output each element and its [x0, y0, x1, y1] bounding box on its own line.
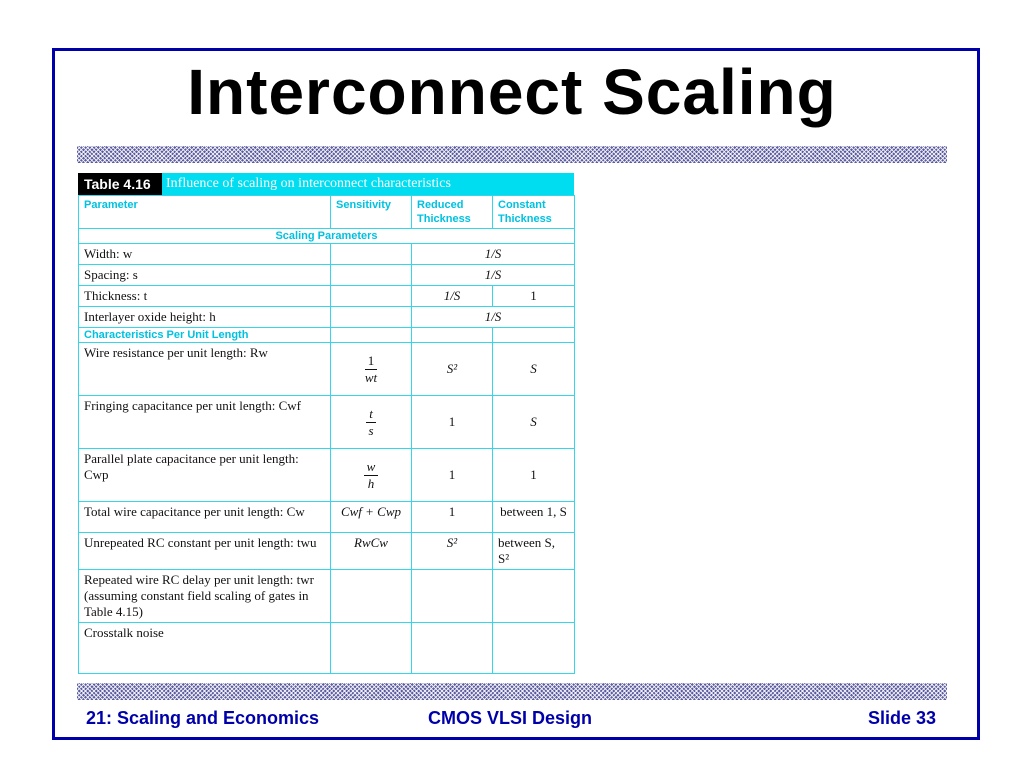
row-reduced [412, 623, 493, 674]
section-row-characteristics [79, 328, 575, 343]
table-number: Table 4.16 [78, 173, 162, 195]
header-sensitivity: Sensitivity [331, 196, 412, 229]
fraction-numerator: t [366, 406, 376, 423]
row-param: Crosstalk noise [79, 623, 331, 674]
fraction-numerator: 1 [365, 353, 378, 370]
row-reduced: S² [412, 533, 493, 570]
row-param: Fringing capacitance per unit length: Cwf [79, 396, 331, 449]
row-reduced: 1 [412, 502, 493, 533]
fraction-denominator: s [368, 422, 374, 438]
table-row [79, 265, 575, 286]
fraction [366, 406, 376, 439]
table-row [79, 623, 575, 674]
section-row-scaling [79, 229, 575, 244]
row-param: Repeated wire RC delay per unit length: twr (assuming constant field scaling of gates in Table 4.15) [79, 570, 331, 623]
header-constant-thickness: Constant Thickness [493, 196, 575, 229]
row-constant: S [493, 343, 575, 396]
table-row [79, 286, 575, 307]
row-sensitivity [331, 623, 412, 674]
row-param: Width: w [79, 244, 331, 265]
section-characteristics: Characteristics Per Unit Length [79, 328, 331, 343]
row-constant [493, 623, 575, 674]
row-constant: 1 [493, 449, 575, 502]
row-constant: between S, S² [493, 533, 575, 570]
row-sensitivity [331, 244, 412, 265]
row-sensitivity [331, 449, 412, 502]
table-row [79, 343, 575, 396]
row-sensitivity [331, 265, 412, 286]
table-row [79, 244, 575, 265]
row-sensitivity [331, 396, 412, 449]
bottom-divider [77, 683, 947, 700]
table-row [79, 449, 575, 502]
fraction-numerator: w [364, 459, 379, 476]
fraction [365, 353, 378, 386]
row-sensitivity [331, 286, 412, 307]
table-row [79, 307, 575, 328]
column-header-row [79, 196, 575, 229]
table-row [79, 396, 575, 449]
footer-course: CMOS VLSI Design [428, 708, 593, 728]
fraction-denominator: wt [364, 369, 378, 385]
row-param: Thickness: t [79, 286, 331, 307]
row-param: Spacing: s [79, 265, 331, 286]
row-param: Interlayer oxide height: h [79, 307, 331, 328]
row-constant: between 1, S [493, 502, 575, 533]
table-caption: Influence of scaling on interconnect characteristics [166, 176, 451, 191]
table-header-bar [78, 173, 574, 195]
section-empty-cell [331, 328, 412, 343]
row-value: 1/S [412, 265, 575, 286]
row-param: Total wire capacitance per unit length: Cw [79, 502, 331, 533]
table-row [79, 502, 575, 533]
section-empty-cell [493, 328, 575, 343]
row-value: 1/S [412, 307, 575, 328]
row-sensitivity [331, 570, 412, 623]
row-constant: S [493, 396, 575, 449]
table-row [79, 533, 575, 570]
section-scaling-parameters: Scaling Parameters [79, 229, 575, 244]
row-sensitivity: Cwf + Cwp [331, 502, 412, 533]
row-value: 1/S [412, 244, 575, 265]
row-param: Wire resistance per unit length: Rw [79, 343, 331, 396]
table-grid [78, 195, 575, 674]
row-reduced: 1 [412, 449, 493, 502]
row-reduced [412, 570, 493, 623]
row-sensitivity [331, 343, 412, 396]
row-reduced: S² [412, 343, 493, 396]
scaling-table [78, 173, 574, 674]
row-param: Parallel plate capacitance per unit length: Cwp [79, 449, 331, 502]
row-constant [493, 570, 575, 623]
fraction [364, 459, 379, 492]
row-reduced: 1 [412, 396, 493, 449]
footer-slide-number: Slide 33 [867, 708, 936, 728]
row-param: Unrepeated RC constant per unit length: twu [79, 533, 331, 570]
row-sensitivity [331, 307, 412, 328]
slide-title: Interconnect Scaling [187, 56, 837, 128]
fraction-denominator: h [367, 475, 375, 491]
header-reduced-thickness: Reduced Thickness [412, 196, 493, 229]
header-parameter: Parameter [79, 196, 331, 229]
row-constant: 1 [493, 286, 575, 307]
footer-chapter: 21: Scaling and Economics [86, 708, 320, 728]
row-reduced: 1/S [412, 286, 493, 307]
top-divider [77, 146, 947, 163]
section-empty-cell [412, 328, 493, 343]
table-row [79, 570, 575, 623]
row-sensitivity: RwCw [331, 533, 412, 570]
